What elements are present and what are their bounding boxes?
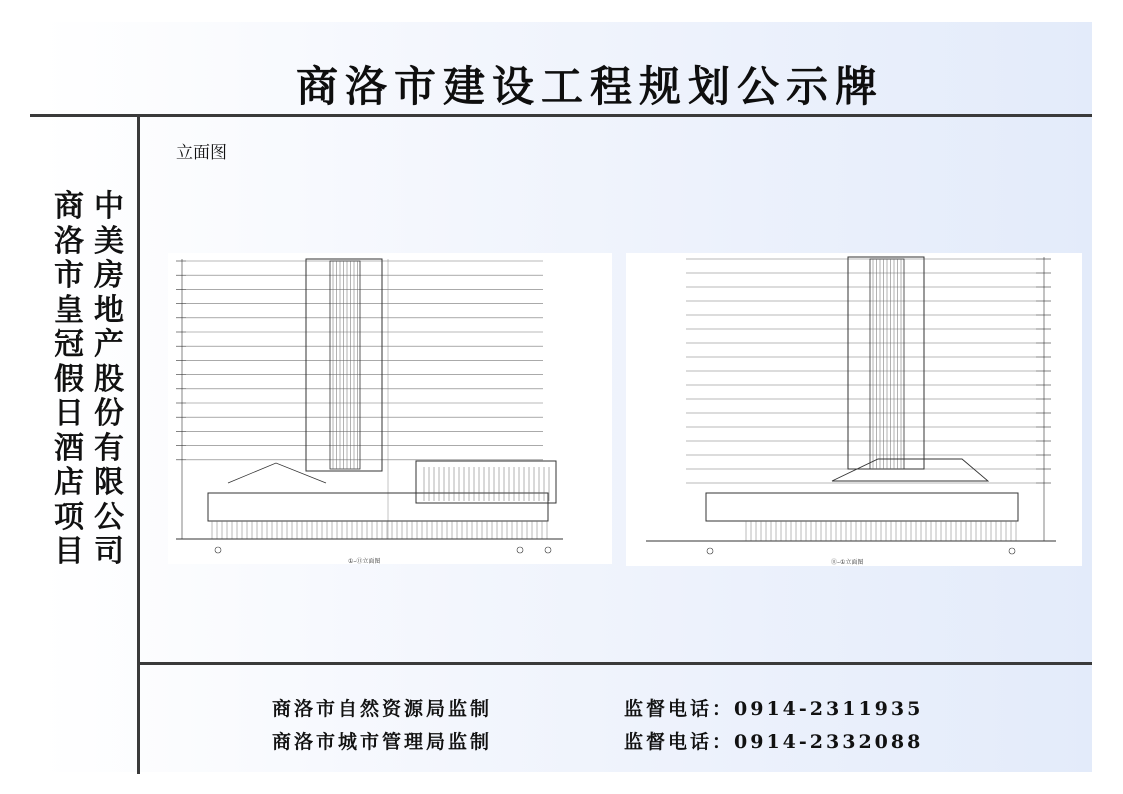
axis-bubble — [215, 547, 221, 553]
footer-phone-number-1: 0914-2311935 — [734, 698, 924, 720]
project-name: 商洛市皇冠假日酒店项目 — [54, 189, 84, 569]
tower-outline — [848, 257, 924, 469]
sidebar-divider — [137, 114, 140, 774]
podium-base — [208, 493, 548, 521]
drawing-caption: ⑪–①立面图 — [831, 559, 864, 566]
drawing-caption: ①–⑪立面图 — [348, 558, 381, 564]
footer-org-1: 商洛市自然资源局监制 — [272, 698, 493, 720]
header-divider — [30, 114, 1092, 117]
podium-roof — [832, 459, 988, 481]
elevation-drawing-right — [626, 253, 1082, 566]
footer-org-2: 商洛市城市管理局监制 — [272, 731, 493, 753]
tower-curtain-wall — [330, 261, 360, 469]
podium-base — [706, 493, 1018, 521]
axis-bubble — [707, 548, 713, 554]
elevation-svg-right — [626, 253, 1082, 566]
axis-bubble — [545, 547, 551, 553]
footer-phone-number-2: 0914-2332088 — [734, 731, 924, 753]
elevation-drawing-left — [168, 253, 612, 564]
roof-left — [228, 463, 326, 483]
axis-bubble — [1009, 548, 1015, 554]
elevation-svg-left — [168, 253, 612, 564]
footer-phone-label-1: 监督电话： — [624, 698, 735, 720]
board-title: 商洛市建设工程规划公示牌 — [295, 62, 884, 111]
footer-phone-1 — [624, 694, 923, 721]
podium-right-block — [416, 461, 556, 503]
footer-phone-2 — [624, 727, 923, 754]
section-label: 立面图 — [176, 143, 227, 163]
developer-name: 中美房地产股份有限公司 — [94, 189, 124, 569]
tower-outline — [306, 259, 382, 471]
footer-divider — [137, 662, 1092, 665]
footer-phone-label-2: 监督电话： — [624, 731, 735, 753]
axis-bubble — [517, 547, 523, 553]
